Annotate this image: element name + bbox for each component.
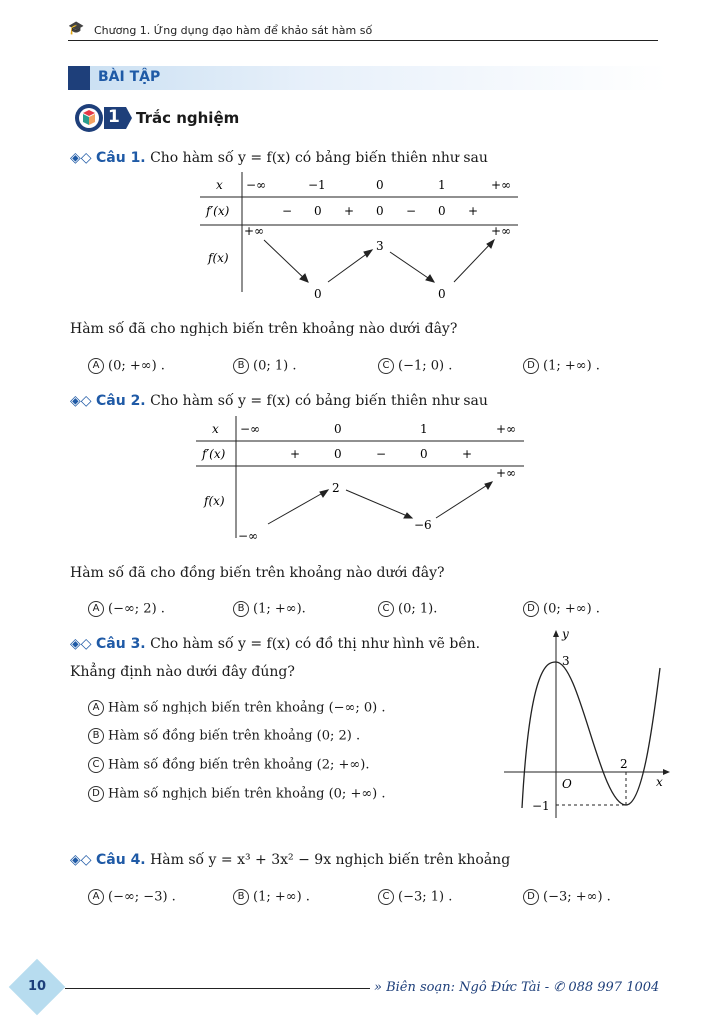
q2-f-val: +∞: [496, 466, 517, 480]
q2-option-b[interactable]: [233, 601, 306, 617]
section-banner: [68, 66, 668, 90]
q2-fp-sign: +: [462, 447, 473, 461]
q1-x-val: −1: [308, 178, 326, 192]
graph-origin: O: [562, 777, 572, 791]
page-number: 10: [27, 979, 47, 994]
cube-icon: [74, 103, 138, 133]
q2-option-c[interactable]: [378, 601, 437, 617]
q2-option-a[interactable]: [88, 601, 165, 617]
subsection-number: 1: [108, 107, 120, 127]
option-letter: D: [523, 889, 539, 905]
diamond-icon: ◈◇: [70, 150, 92, 166]
q1-x-val: 0: [376, 178, 384, 192]
diamond-icon: ◈◇: [70, 393, 92, 409]
option-letter: A: [88, 601, 104, 617]
footer-rule: [65, 988, 370, 989]
option-letter: D: [523, 358, 539, 374]
footer-author: » Biên soạn: Ngô Đức Tài - ✆ 088 997 1004: [374, 980, 660, 995]
graph-x-min: 2: [620, 757, 628, 771]
q2-f-val: −∞: [238, 529, 259, 543]
q4-label: Câu 4.: [96, 852, 146, 868]
q1-f-val: +∞: [244, 224, 265, 238]
q2-option-d[interactable]: [523, 601, 600, 617]
option-letter: C: [378, 601, 394, 617]
q4-option-d[interactable]: [523, 889, 611, 905]
q1-x-val: 1: [438, 178, 446, 192]
q3-graph: [500, 622, 680, 822]
q1-option-c[interactable]: [378, 358, 452, 374]
q2-f-val: −6: [414, 518, 432, 532]
q2-x-val: −∞: [240, 422, 261, 436]
header: [68, 22, 658, 41]
q1-option-b[interactable]: [233, 358, 296, 374]
q2-x-label: x: [212, 422, 219, 436]
q2-fp-sign: 0: [420, 447, 428, 461]
option-text: (0; +∞) .: [543, 601, 600, 617]
q1-variation-table: [196, 172, 526, 302]
q3-option-a[interactable]: [88, 700, 386, 716]
option-letter: C: [88, 757, 104, 773]
q3-option-d[interactable]: [88, 786, 386, 802]
q4-stem: Hàm số y = x³ + 3x² − 9x nghịch biến trên khoảng: [150, 852, 511, 868]
option-text: (−3; +∞) .: [543, 889, 611, 905]
graph-x-label: x: [656, 775, 663, 789]
q1-x-val: −∞: [246, 178, 267, 192]
q2-stem: Cho hàm số y = f(x) có bảng biến thiên như sau: [150, 393, 488, 409]
option-text: Hàm số nghịch biến trên khoảng (0; +∞) .: [108, 786, 386, 802]
q1-x-label: x: [216, 178, 223, 192]
q3-stem-line: [70, 636, 480, 652]
q1-f-val: 0: [314, 287, 322, 301]
option-letter: A: [88, 889, 104, 905]
q1-fp-label: f′(x): [206, 204, 230, 218]
option-letter: B: [233, 358, 249, 374]
q2-x-val: +∞: [496, 422, 517, 436]
graph-curve: [522, 662, 660, 808]
q3-label: Câu 3.: [96, 636, 146, 652]
option-letter: D: [523, 601, 539, 617]
graph-y-label: y: [562, 627, 569, 641]
option-letter: C: [378, 358, 394, 374]
graph-y-min: −1: [532, 799, 550, 813]
q2-f-label: f(x): [204, 494, 225, 508]
option-letter: D: [88, 786, 104, 802]
q1-f-val: 3: [376, 239, 384, 253]
q2-question: Hàm số đã cho đồng biến trên khoảng nào dưới đây?: [70, 565, 445, 581]
option-text: (0; +∞) .: [108, 358, 165, 374]
q1-label: Câu 1.: [96, 150, 146, 166]
q1-fp-sign: +: [344, 204, 355, 218]
option-letter: A: [88, 700, 104, 716]
q1-fp-sign: 0: [438, 204, 446, 218]
option-letter: A: [88, 358, 104, 374]
subsection-header: [74, 103, 274, 133]
option-text: (0; 1).: [398, 601, 438, 617]
q4-option-a[interactable]: [88, 889, 176, 905]
q2-fp-label: f′(x): [202, 447, 226, 461]
option-letter: B: [88, 728, 104, 744]
option-letter: C: [378, 889, 394, 905]
q1-fp-sign: 0: [314, 204, 322, 218]
diamond-icon: ◈◇: [70, 852, 92, 868]
q3-option-c[interactable]: [88, 757, 369, 773]
q1-f-val: +∞: [491, 224, 512, 238]
q2-fp-sign: +: [290, 447, 301, 461]
q1-question: Hàm số đã cho nghịch biến trên khoảng nào dưới đây?: [70, 321, 458, 337]
graph-y-max: 3: [562, 654, 570, 668]
diamond-icon: ◈◇: [70, 636, 92, 652]
q1-fp-sign: −: [282, 204, 293, 218]
q1-fp-sign: +: [468, 204, 479, 218]
q2-stem-line: [70, 393, 488, 409]
chapter-title: Chương 1. Ứng dụng đạo hàm để khảo sát hàm số: [94, 24, 373, 37]
q2-fp-sign: 0: [334, 447, 342, 461]
q1-f-val: 0: [438, 287, 446, 301]
option-text: (1; +∞) .: [543, 358, 600, 374]
option-text: (−∞; −3) .: [108, 889, 176, 905]
option-text: (−∞; 2) .: [108, 601, 165, 617]
option-text: Hàm số đồng biến trên khoảng (0; 2) .: [108, 728, 361, 744]
q3-stem-1: Cho hàm số y = f(x) có đồ thị như hình vẽ bên.: [150, 636, 481, 652]
q1-x-val: +∞: [491, 178, 512, 192]
q2-label: Câu 2.: [96, 393, 146, 409]
q1-stem: Cho hàm số y = f(x) có bảng biến thiên như sau: [150, 150, 488, 166]
option-text: (1; +∞) .: [253, 889, 310, 905]
option-letter: B: [233, 889, 249, 905]
option-text: (−1; 0) .: [398, 358, 453, 374]
graduation-cap-icon: 🎓: [68, 21, 85, 36]
banner-marker: [68, 66, 90, 90]
q4-stem-line: [70, 852, 510, 868]
q1-option-d[interactable]: [523, 358, 600, 374]
q1-f-label: f(x): [208, 251, 229, 265]
section-title: BÀI TẬP: [98, 69, 161, 85]
q3-option-b[interactable]: [88, 728, 360, 744]
subsection-title: Trắc nghiệm: [136, 109, 240, 127]
option-text: (−3; 1) .: [398, 889, 453, 905]
q2-x-val: 1: [420, 422, 428, 436]
q3-stem-2: Khẳng định nào dưới đây đúng?: [70, 664, 295, 680]
q2-x-val: 0: [334, 422, 342, 436]
option-text: Hàm số đồng biến trên khoảng (2; +∞).: [108, 757, 370, 773]
q1-option-a[interactable]: [88, 358, 165, 374]
q4-option-b[interactable]: [233, 889, 310, 905]
q1-fp-sign: −: [406, 204, 417, 218]
q2-f-val: 2: [332, 481, 340, 495]
q1-fp-sign: 0: [376, 204, 384, 218]
option-letter: B: [233, 601, 249, 617]
q2-fp-sign: −: [376, 447, 387, 461]
option-text: (1; +∞).: [253, 601, 306, 617]
option-text: Hàm số nghịch biến trên khoảng (−∞; 0) .: [108, 700, 386, 716]
q2-variation-table: [192, 416, 532, 546]
q4-option-c[interactable]: [378, 889, 452, 905]
option-text: (0; 1) .: [253, 358, 297, 374]
q1-stem-line: [70, 150, 488, 166]
